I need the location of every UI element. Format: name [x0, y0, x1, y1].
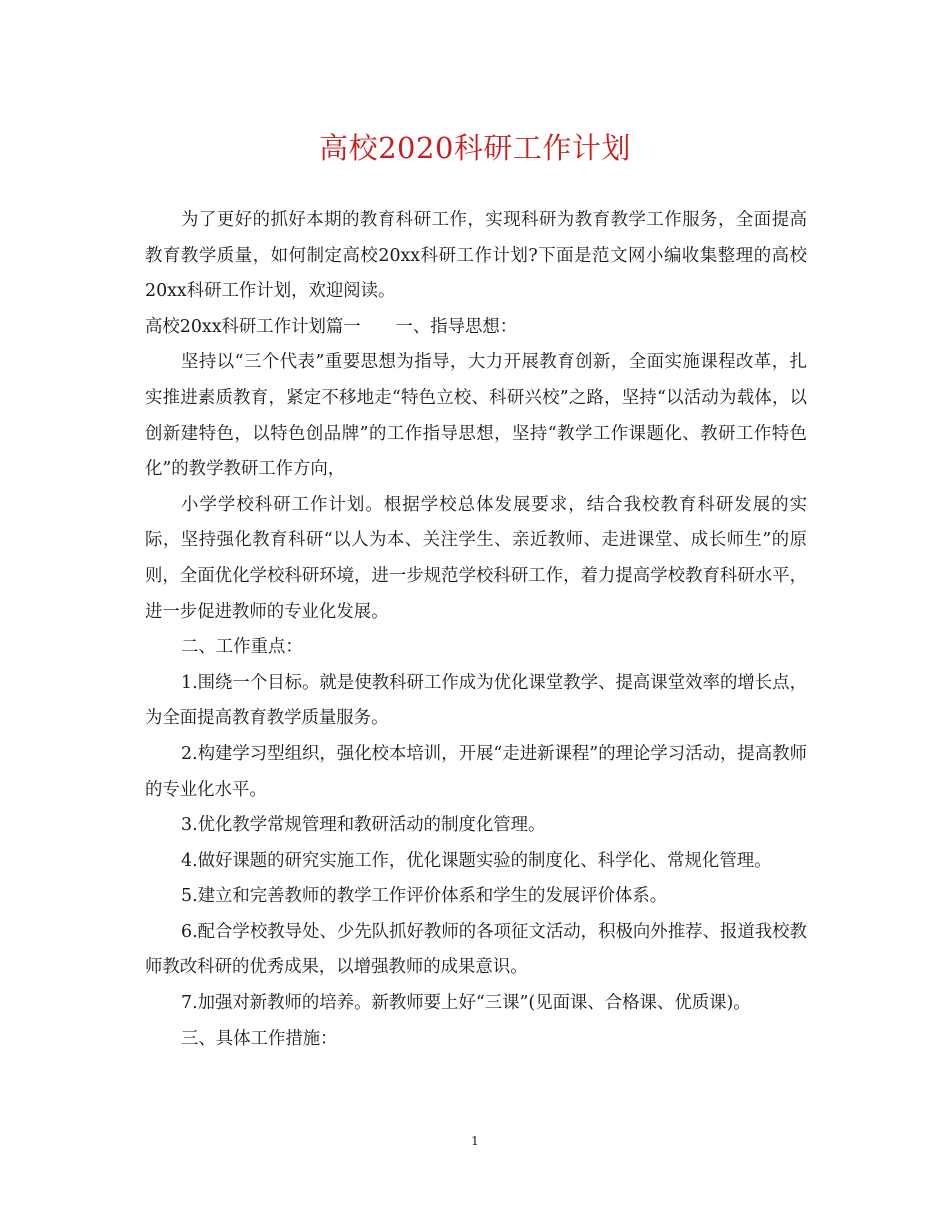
paragraph-item-7: 7.加强对新教师的培养。新教师要上好“三课”(见面课、合格课、优质课)。 [181, 993, 751, 1014]
paragraph-item-2: 2.构建学习型组织，强化校本培训，开展“走进新课程”的理论学习活动，提高教师的专业化水平。 [145, 743, 807, 800]
document-title: 高校2020科研工作计划 [319, 131, 631, 165]
paragraph-measures-heading: 三、具体工作措施： [181, 1028, 338, 1049]
paragraph-item-4: 4.做好课题的研究实施工作，优化课题实验的制度化、科学化、常规化管理。 [181, 850, 772, 871]
page-number: 1 [471, 1134, 479, 1148]
paragraph-item-1: 1.围绕一个目标。就是使教科研工作成为优化课堂教学、提高课堂效率的增长点，为全面提高教育教学质量服务。 [145, 672, 807, 729]
document-body [145, 203, 807, 1057]
paragraph-work-focus-heading: 二、工作重点： [181, 637, 303, 658]
paragraph-guiding-thought: 坚持以“三个代表”重要思想为指导，大力开展教育创新，全面实施课程改革，扎实推进素质教育，紧定不移地走“特色立校、科研兴校”之路，坚持“以活动为载体，以创新建特色，以特色创品牌”的工作指导思想，坚持“教学工作课题化、教研工作特色化”的教学教研工作方向， [145, 352, 807, 480]
paragraph-school-plan: 小学学校科研工作计划。根据学校总体发展要求，结合我校教育科研发展的实际，坚持强化教育科研“以人为本、关注学生、亲近教师、走进课堂、成长师生”的原则，全面优化学校科研环境，进一步规范学校科研工作，着力提高学校教育科研水平，进一步促进教师的专业化发展。 [145, 494, 807, 622]
paragraph-intro: 为了更好的抓好本期的教育科研工作，实现科研为教育教学工作服务，全面提高教育教学质量，如何制定高校20xx科研工作计划?下面是范文网小编收集整理的高校20xx科研工作计划，欢迎阅读。 [145, 210, 807, 302]
paragraph-item-5: 5.建立和完善教师的教学工作评价体系和学生的发展评价体系。 [181, 886, 668, 907]
paragraph-section-heading: 高校20xx科研工作计划篇一 一、指导思想： [145, 316, 518, 337]
paragraph-item-6: 6.配合学校教导处、少先队抓好教师的各项征文活动，积极向外推荐、报道我校教师教改科研的优秀成果，以增强教师的成果意识。 [145, 921, 807, 978]
paragraph-item-3: 3.优化教学常规管理和教研活动的制度化管理。 [181, 815, 546, 836]
